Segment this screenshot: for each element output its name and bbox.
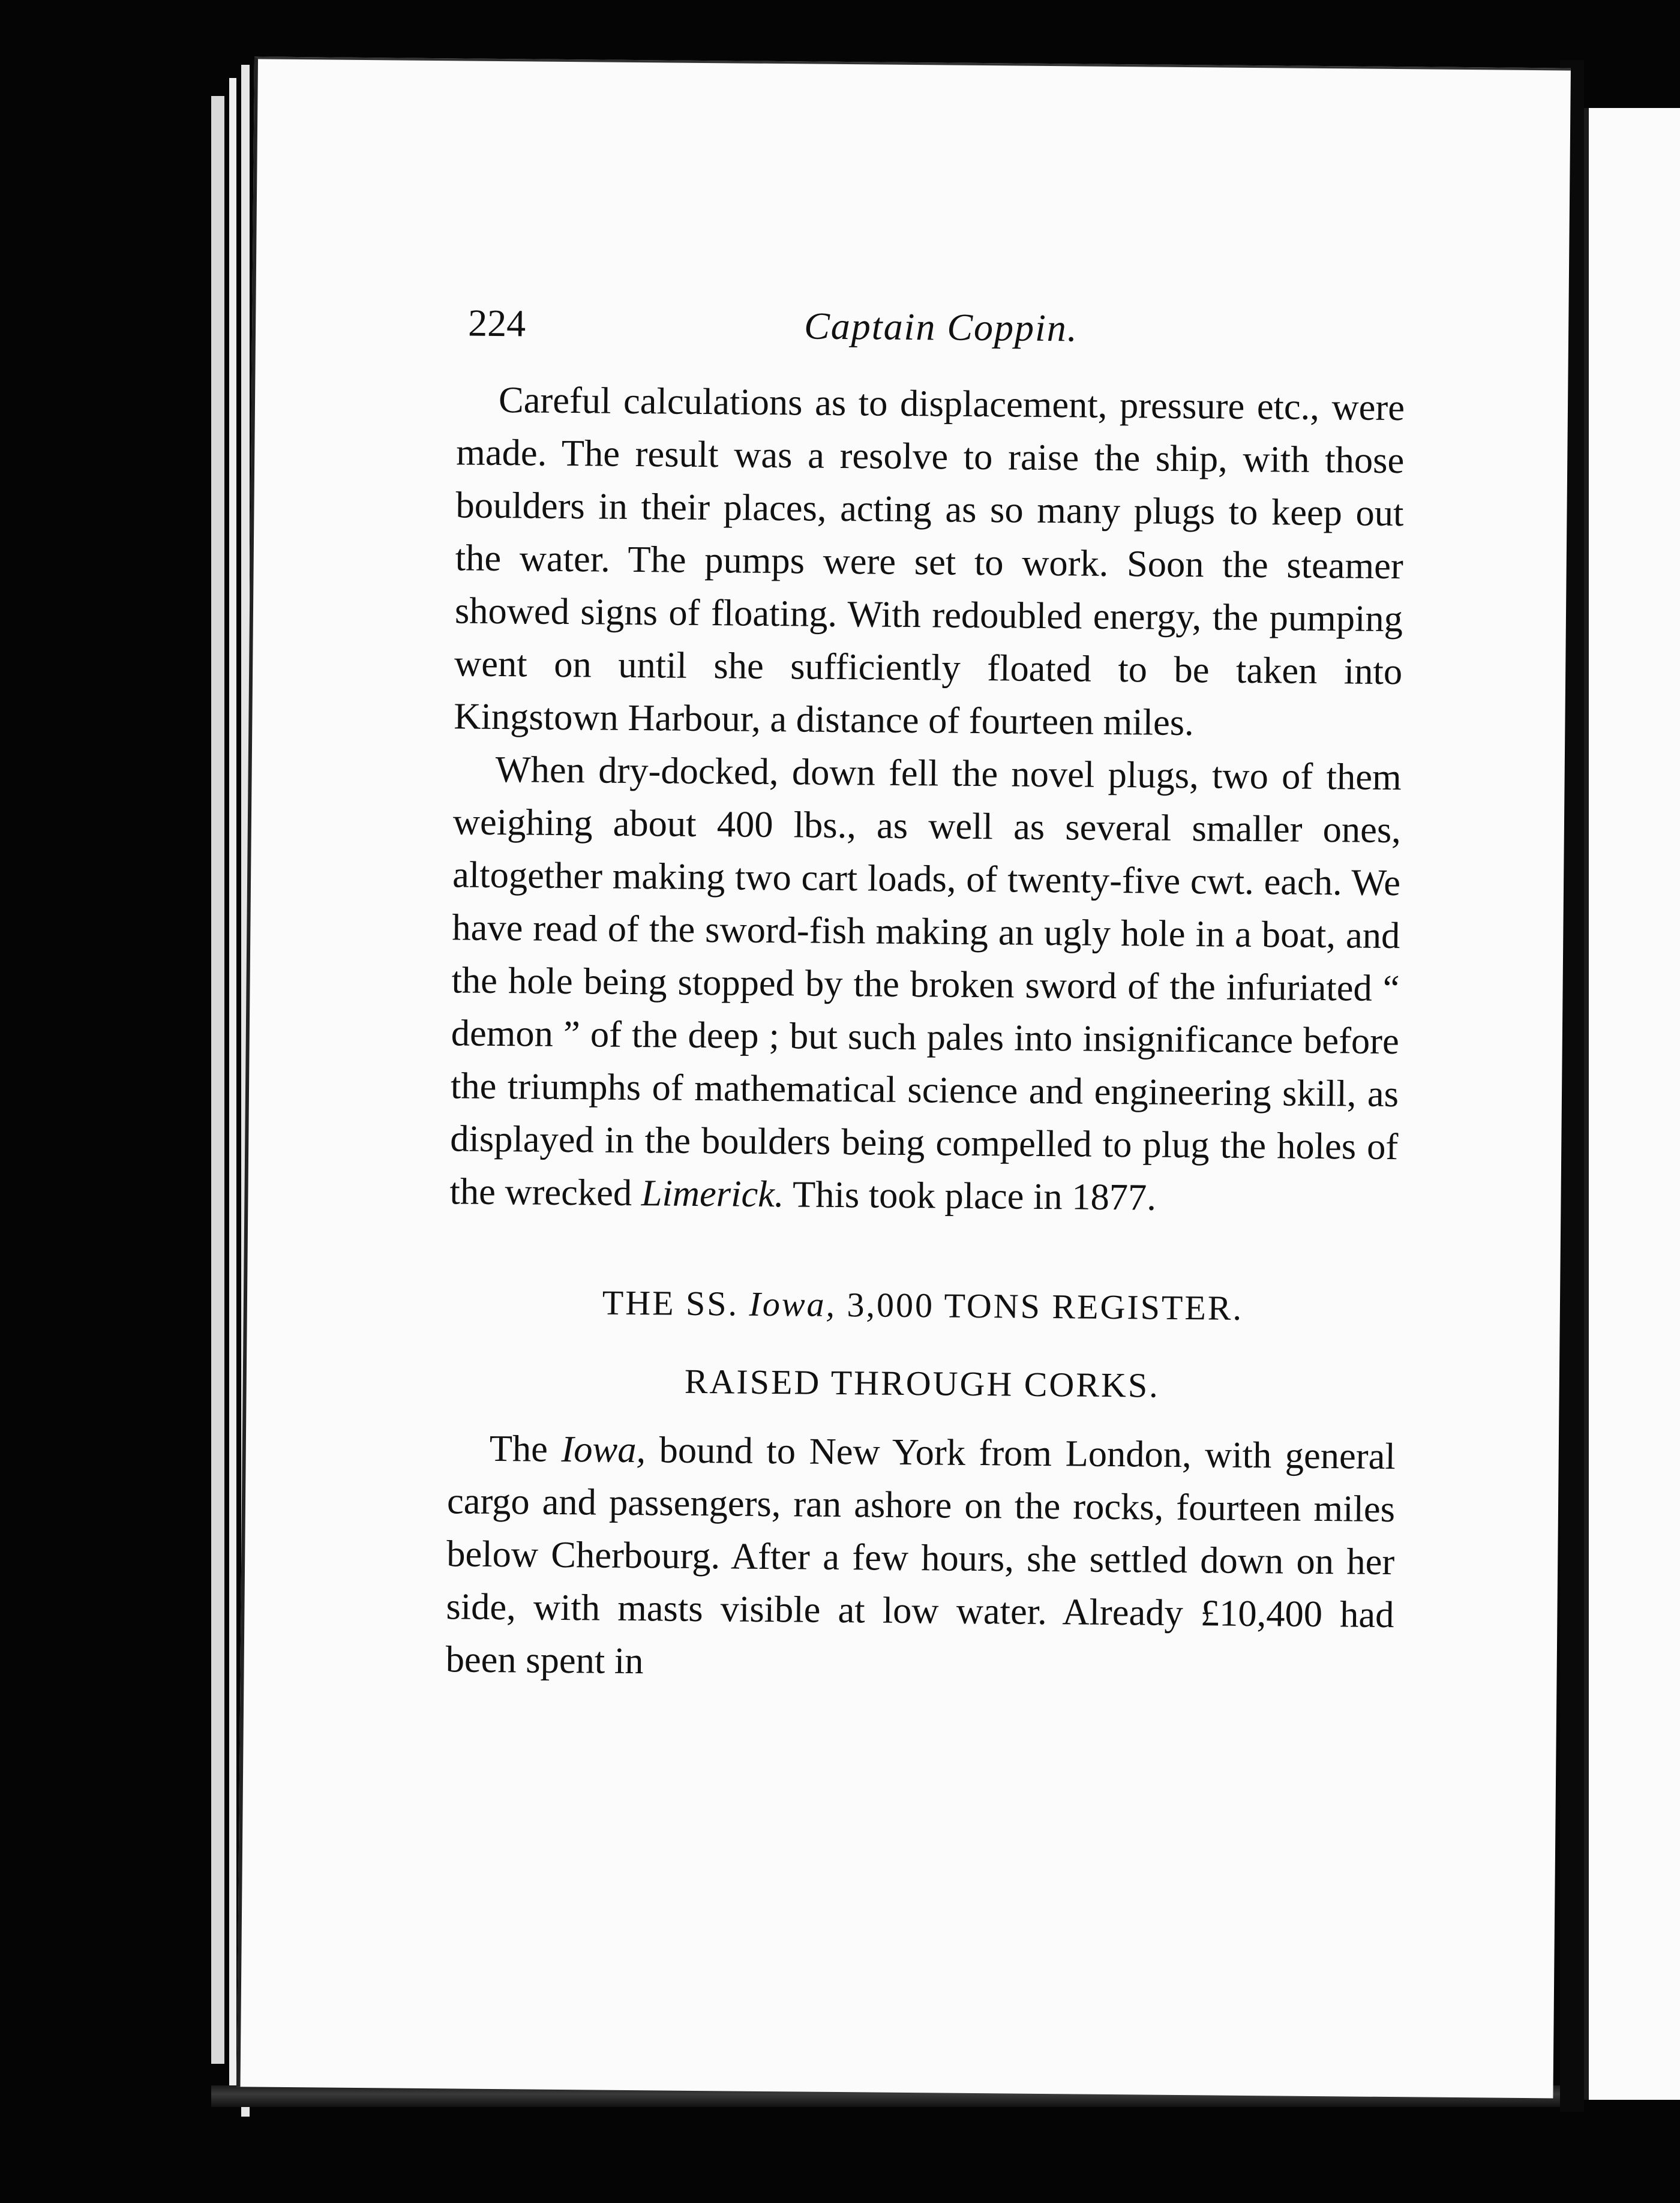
paragraph-text: bound to New York from London, with general cargo and passengers, ran ashore on the rocks, fourteen miles below Cherbourg. After a few hours, she settled down on her side, with masts visible at low water. Already £10,400 had been spent in: [445, 1428, 1396, 1682]
ship-name: Iowa,: [749, 1284, 837, 1324]
paragraph: [445, 1421, 1396, 1694]
paragraph: [449, 742, 1402, 1226]
section-heading: [449, 1275, 1397, 1336]
paragraph: [454, 373, 1405, 751]
paragraph-text: When dry-docked, down fell the novel plugs, two of them weighing about 400 lbs., as well as several smaller ones, altogether making two cart loads, of twenty-five cwt. each. We have read of the sword-fish making an ugly hole in a boat, and the hole being stopped by the broken sword of the infuriated “ demon ” of the deep ; but such pales into insignificance before the triumphs of mathematical science and engineering skill, as displayed in the boulders being compelled to plug the holes of the wrecked: [449, 748, 1402, 1214]
section-subheading: RAISED THROUGH CORKS.: [684, 1361, 1160, 1405]
heading-text: THE SS.: [602, 1283, 749, 1323]
page-header: [468, 301, 1345, 375]
ship-name: Iowa,: [561, 1427, 646, 1471]
heading-text: 3,000 TONS REGISTER.: [836, 1284, 1244, 1328]
paragraph-text: This took place in 1877.: [784, 1173, 1157, 1218]
paragraph-text: The: [489, 1427, 562, 1470]
paragraph-text: Careful calculations as to displacement, pressure etc., were made. The result was a resolve to raise the ship, with those boulders in their places, acting as so many plugs to keep out the water. The pumps were set to work. Soon the steamer showed signs of floating. With redoubled energy, the pumping went on until she sufficiently floated to be taken into Kingstown Harbour, a distance of fourteen miles.: [454, 379, 1405, 744]
page-body: [445, 373, 1405, 1694]
book-page: [237, 56, 1571, 2098]
facing-page: [1584, 108, 1680, 2100]
book-edge: [229, 78, 236, 2100]
ship-name: Limerick.: [641, 1172, 784, 1215]
book-edge: [211, 96, 224, 2064]
running-title: Captain Coppin.: [803, 304, 1079, 350]
page-number: 224: [467, 301, 526, 345]
